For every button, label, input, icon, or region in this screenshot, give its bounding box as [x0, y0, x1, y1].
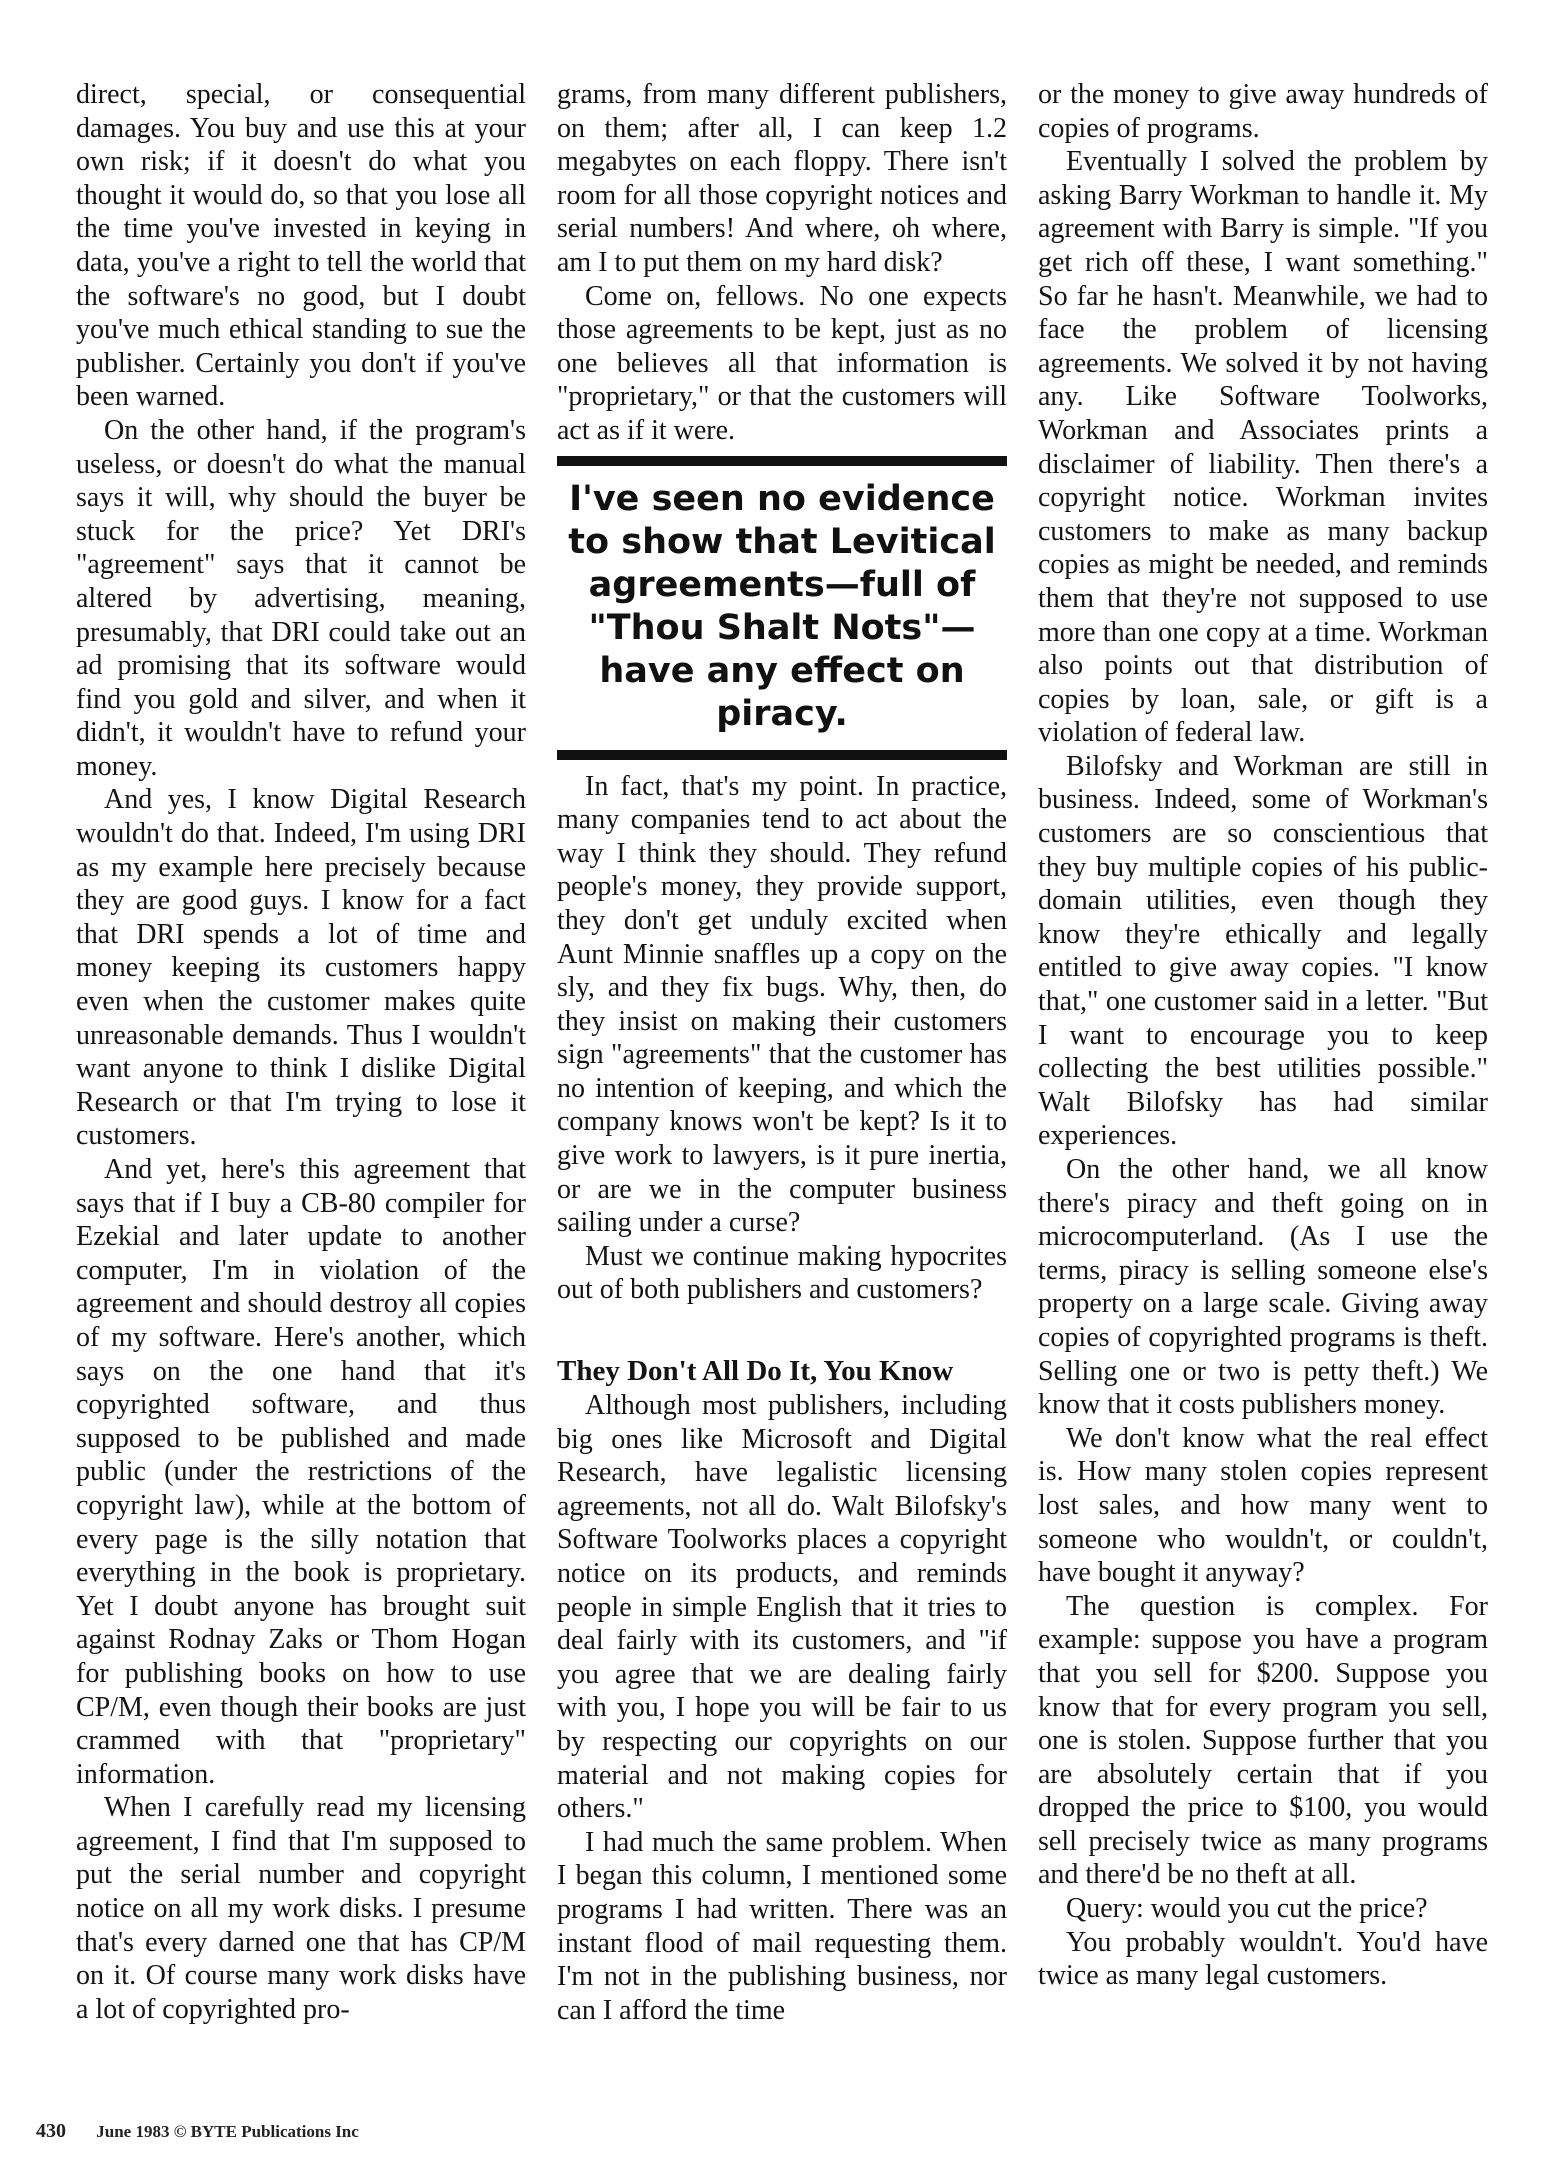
page-footer	[36, 2120, 359, 2143]
paragraph: Must we continue making hypocrites out of both publishers and customers?	[557, 1240, 1007, 1306]
paragraph: Eventually I solved the problem by asking Barry Workman to handle it. My agreement with Barry is simple. "If you get rich off these, I want something." So far he hasn't. Meanwhile, we had to face the problem of licensing agreements. We solved it by not having any. Like Software Toolworks, Workman and Associates prints a disclaimer of liability. Then there's a copyright notice. Workman invites customers to make as many backup copies as might be needed, and reminds them that they're not supposed to use more than one copy at a time. Workman also points out that distribution of copies by loan, sale, or gift is a violation of federal law.	[1038, 146, 1488, 749]
paragraph: Although most publishers, including big ones like Microsoft and Digital Research, have legalistic licensing agreements, not all do. Walt Bilofsky's Software Toolworks places a copyright notice on its products, and reminds people in simple English that it tries to deal fairly with its customers, and "if you agree that we are dealing fairly with you, I hope you will be fair to us by respecting our copyrights on our material and not making copies for others."	[557, 1390, 1007, 1825]
paragraph: Query: would you cut the price?	[1066, 1893, 1428, 1925]
paragraph: I had much the same problem. When I began this column, I mentioned some programs I had written. There was an instant flood of mail requesting them. I'm not in the publishing business, nor can I afford the time	[557, 1826, 1007, 2026]
paragraph: And yet, here's this agreement that says that if I buy a CB-80 compiler for Ezekial and later update to another computer, I'm in violation of the agreement and should destroy all copies of my software. Here's another, which says on the one hand that it's copyrighted software, and thus supposed to be published and made public (under the restrictions of the copyright law), while at the bottom of every page is the silly notation that everything in the book is proprietary. Yet I doubt anyone has brought suit against Rodnay Zaks or Thom Hogan for publishing books on how to use CP/M, even though their books are just crammed with that "proprietary" information.	[76, 1154, 526, 1790]
pull-quote	[557, 456, 1007, 760]
paragraph: On the other hand, if the program's useless, or doesn't do what the manual says it will, why should the buyer be stuck for the price? Yet DRI's "agreement" says that it cannot be altered by advertising, meaning, presumably, that DRI could take out an ad promising that its software would find you gold and silver, and when it didn't, it wouldn't have to refund your money.	[76, 414, 526, 782]
paragraph: grams, from many different publishers, on them; after all, I can keep 1.2 megabytes on each floppy. There isn't room for all those copyright notices and serial numbers! And where, oh where, am I to put them on my hard disk?	[557, 79, 1007, 278]
article-column-right	[1038, 78, 1488, 1993]
publication-credit: June 1983 © BYTE Publications Inc	[96, 2122, 359, 2141]
pull-quote-text: I've seen no evidence to show that Levitical agreements—full of "Thou Shalt Nots"— have any effect on piracy.	[568, 478, 996, 734]
paragraph: Come on, fellows. No one expects those agreements to be kept, just as no one believes all that information is "proprietary," or that the customers will act as if it were.	[557, 280, 1007, 446]
section-subhead: They Don't All Do It, You Know	[557, 1355, 954, 1388]
paragraph: And yes, I know Digital Research wouldn't do that. Indeed, I'm using DRI as my example here precisely because they are good guys. I know for a fact that DRI spends a lot of time and money keeping its customers happy even when the customer makes quite unreasonable demands. Thus I wouldn't want anyone to think I dislike Digital Research or that I'm trying to lose it customers.	[76, 784, 526, 1152]
paragraph: On the other hand, we all know there's piracy and theft going on in microcomputerland. (As I use the terms, piracy is selling someone else's property on a large scale. Giving away copies of copyrighted programs is theft. Selling one or two is petty theft.) We know that it costs publishers money.	[1038, 1154, 1488, 1421]
paragraph: We don't know what the real effect is. How many stolen copies represent lost sales, and how many went to someone who wouldn't, or couldn't, have bought it anyway?	[1038, 1422, 1488, 1589]
article-column-middle	[557, 78, 1007, 2027]
paragraph: In fact, that's my point. In practice, many companies tend to act about the way I think they should. They refund people's money, they provide support, they don't get unduly excited when Aunt Minnie snaffles up a copy on the sly, and they fix bugs. Why, then, do they insist on making their customers sign "agreements" that the customer has no intention of keeping, and which the company knows won't be kept? Is it to give work to lawyers, is it pure inertia, or are we in the computer business sailing under a curse?	[557, 770, 1007, 1239]
paragraph: or the money to give away hundreds of copies of programs.	[1038, 79, 1488, 144]
paragraph: You probably wouldn't. You'd have twice as many legal customers.	[1038, 1926, 1488, 1992]
paragraph: When I carefully read my licensing agreement, I find that I'm supposed to put the serial number and copyright notice on all my work disks. I presume that's every darned one that has CP/M on it. Of course many work disks have a lot of copyrighted pro-	[76, 1792, 526, 2025]
paragraph: direct, special, or consequential damages. You buy and use this at your own risk; if it doesn't do what you thought it would do, so that you lose all the time you've invested in keying in data, you've a right to tell the world that the software's no good, but I doubt you've much ethical standing to sue the publisher. Certainly you don't if you've been warned.	[76, 79, 526, 413]
paragraph: The question is complex. For example: suppose you have a program that you sell for $200. Suppose you know that for every program you sell, one is stolen. Suppose further that you are absolutely certain that if you dropped the price to $100, you would sell precisely twice as many programs and there'd be no theft at all.	[1038, 1590, 1488, 1891]
pull-quote-bottom-rule	[557, 750, 1007, 760]
paragraph: Bilofsky and Workman are still in business. Indeed, some of Workman's customers are so conscientious that they buy multiple copies of his public-domain utilities, even though they know they're ethically and legally entitled to give away copies. "I know that," one customer said in a letter. "But I want to encourage you to keep collecting the best utilities possible." Walt Bilofsky has had similar experiences.	[1038, 750, 1488, 1152]
pull-quote-top-rule	[557, 456, 1007, 466]
article-column-left	[76, 78, 526, 2026]
page-number: 430	[36, 2120, 66, 2142]
